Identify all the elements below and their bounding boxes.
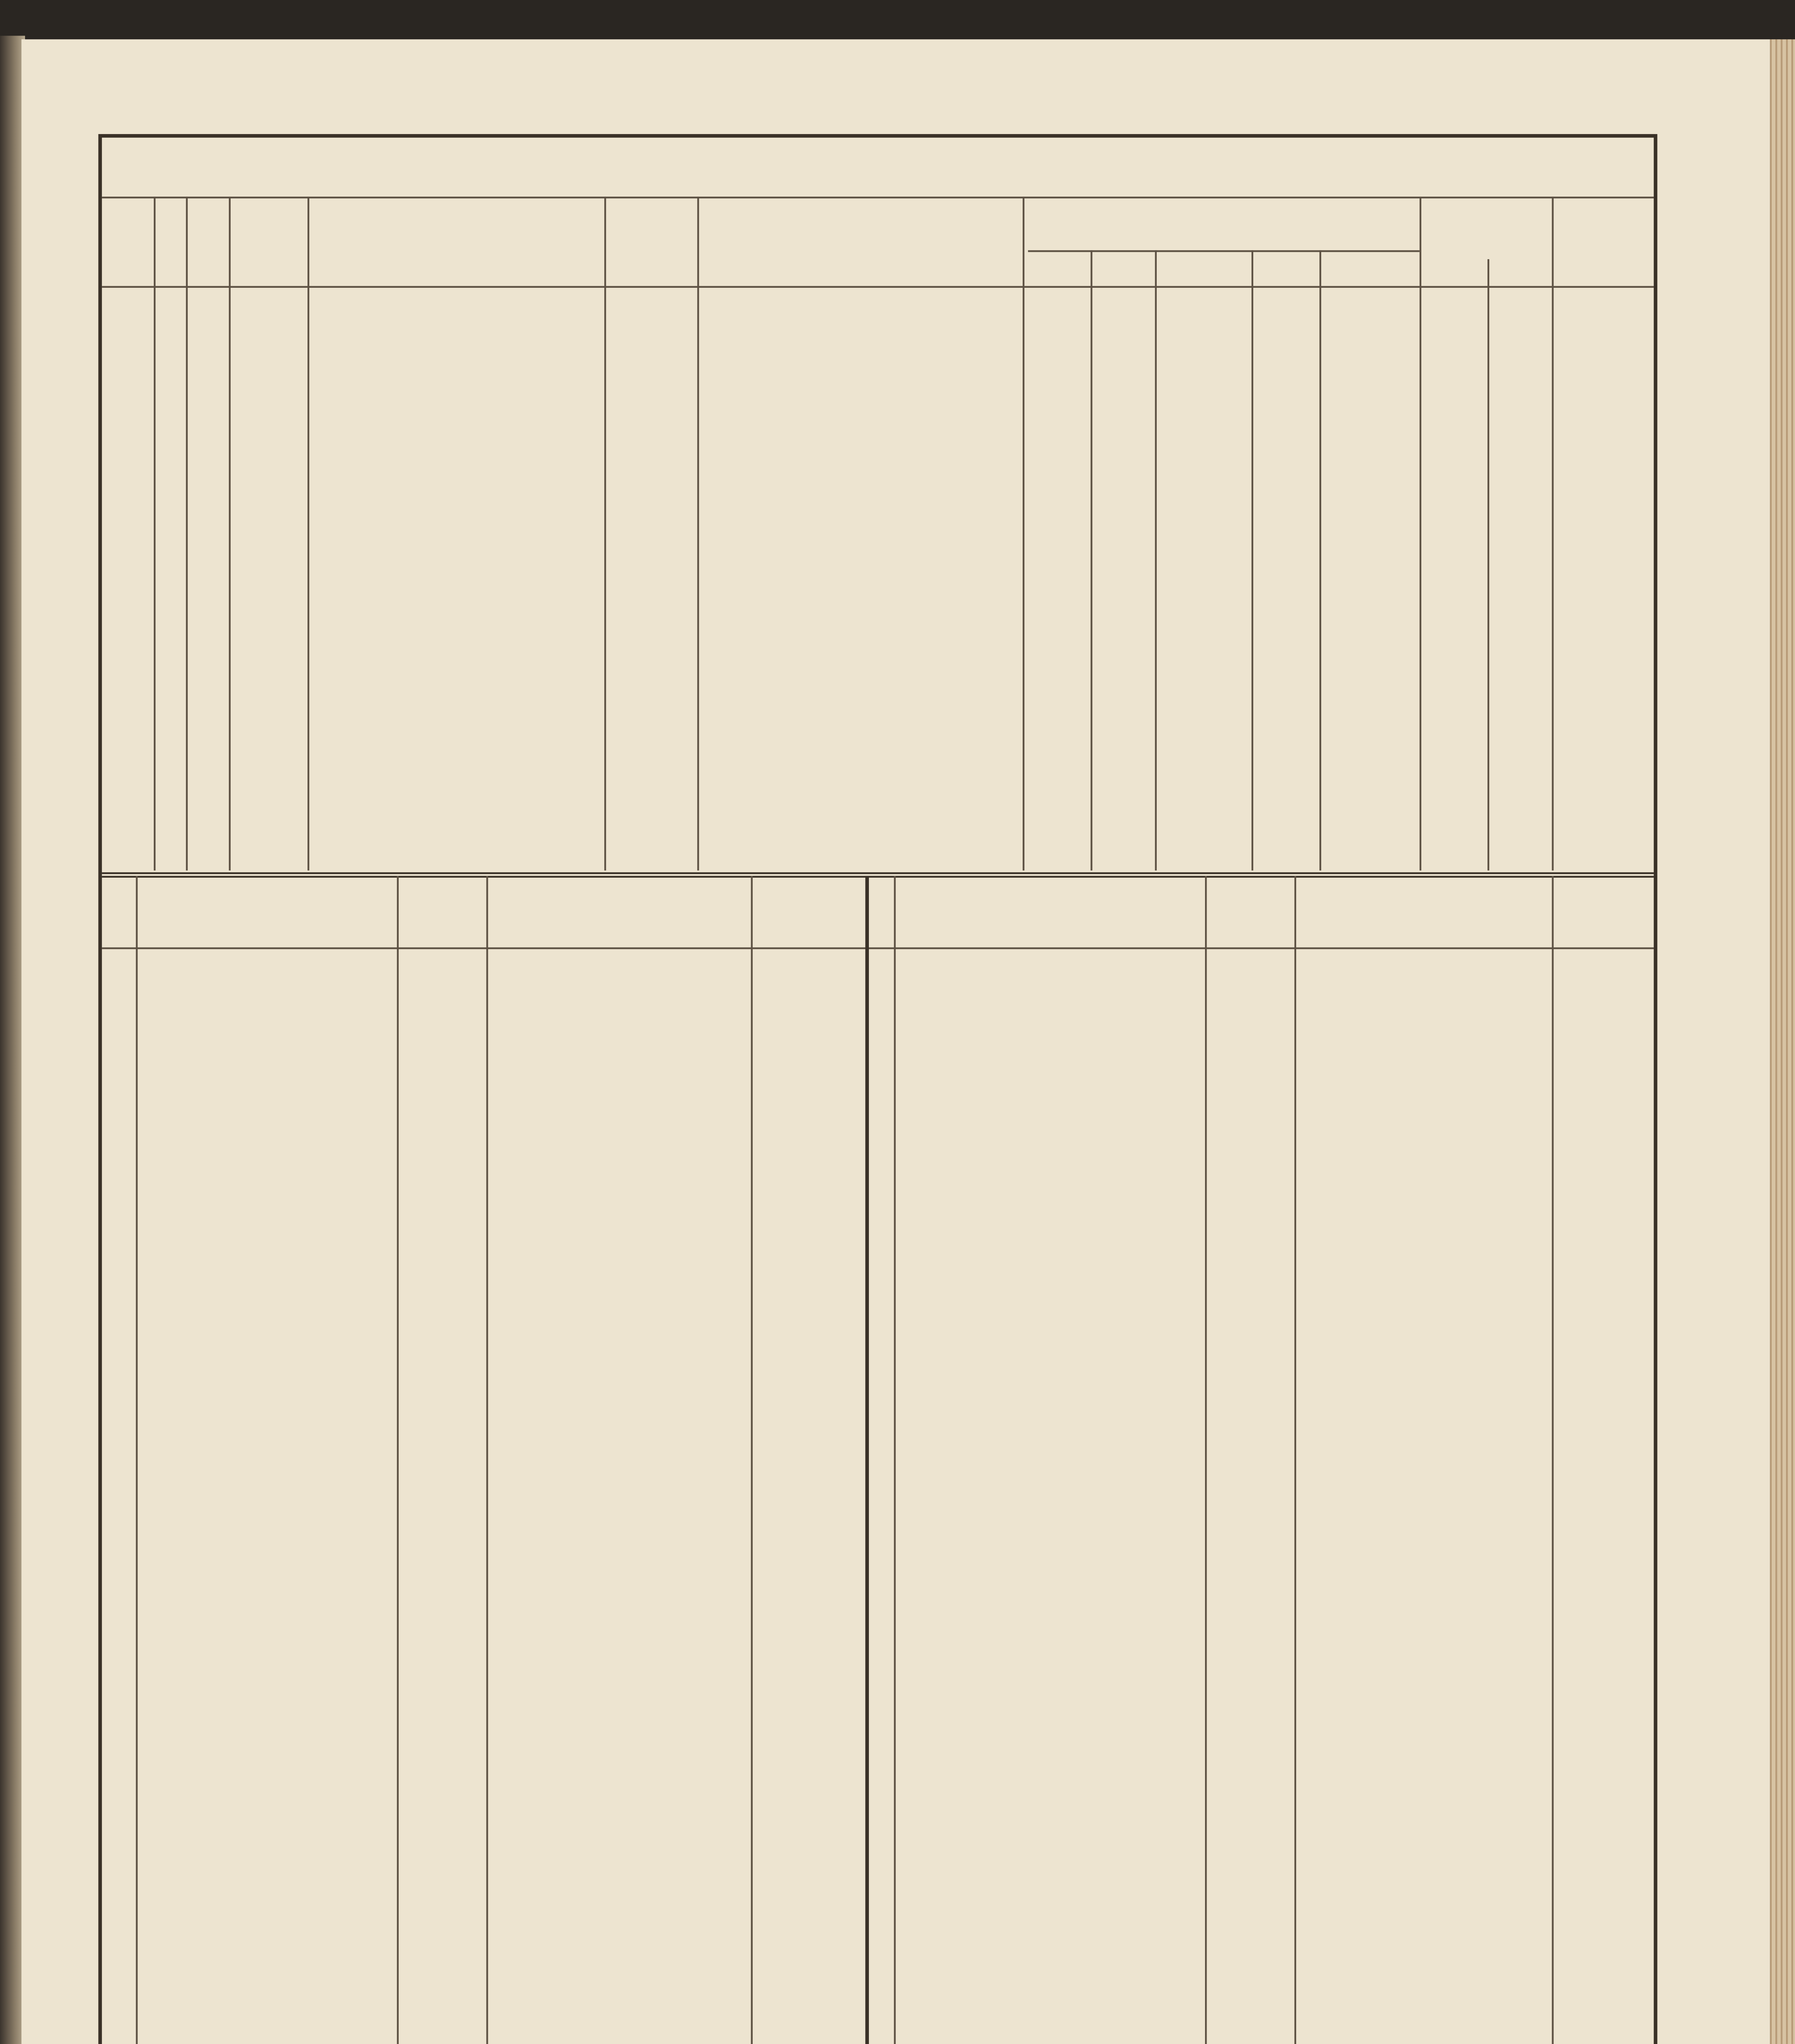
section-divider — [102, 872, 1654, 878]
col-rule — [186, 197, 188, 870]
col-rule — [1252, 250, 1253, 870]
col-rule — [1420, 197, 1421, 870]
col-rule — [1295, 876, 1296, 2044]
col-rule — [697, 197, 699, 870]
col-rule — [307, 197, 309, 870]
col-rule — [1155, 250, 1157, 870]
col-rule — [154, 197, 155, 870]
col-rule — [229, 197, 231, 870]
terme-rule — [1028, 250, 1420, 252]
table-frame — [98, 134, 1657, 2044]
col-rule — [1319, 250, 1321, 870]
col-rule — [1488, 259, 1489, 870]
col-rule — [604, 197, 606, 870]
col-rule — [894, 876, 895, 2044]
page-edges — [1770, 39, 1795, 2044]
col-rule — [1552, 876, 1553, 2044]
col-rule — [397, 876, 399, 2044]
col-rule — [1023, 197, 1024, 870]
col-rule — [486, 876, 488, 2044]
col-rule — [1205, 876, 1207, 2044]
bottom-header-rule — [102, 947, 1654, 949]
col-rule — [136, 876, 137, 2044]
col-rule — [865, 876, 869, 2044]
col-rule — [751, 876, 752, 2044]
col-rule — [1552, 197, 1553, 870]
col-rule — [1090, 250, 1092, 870]
